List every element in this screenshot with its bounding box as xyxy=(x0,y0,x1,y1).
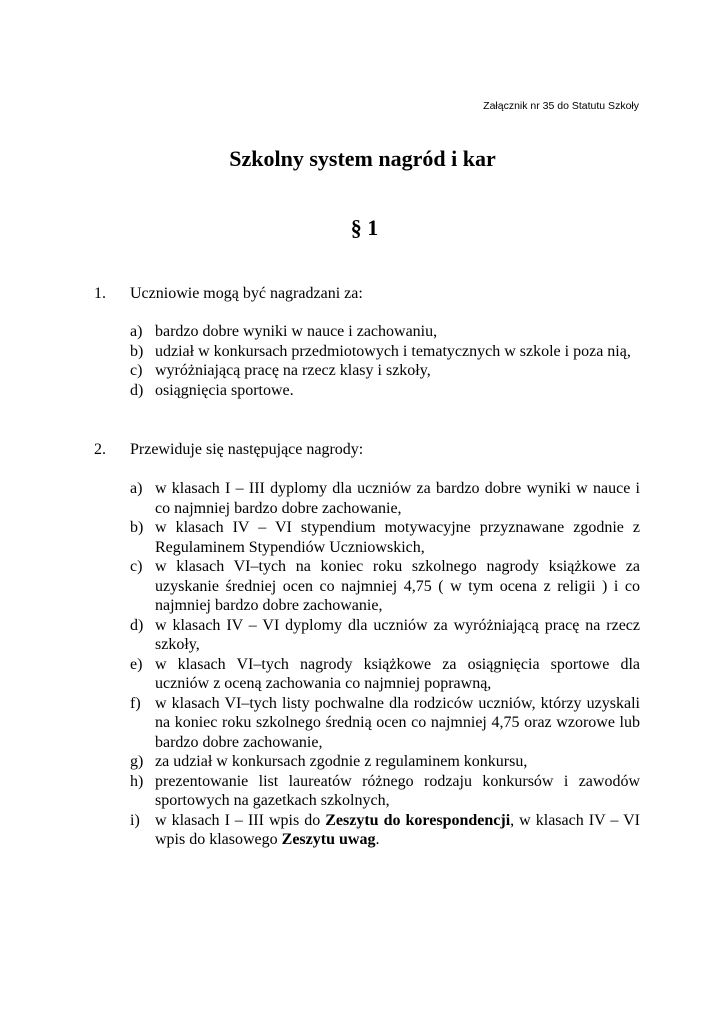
point-text: Uczniowie mogą być nagradzani za: xyxy=(130,285,363,302)
item-letter: a) xyxy=(130,323,143,340)
item-letter: a) xyxy=(130,480,143,497)
item-letter: f) xyxy=(130,694,141,712)
list-item xyxy=(130,655,640,694)
list-item xyxy=(130,518,640,557)
list-item xyxy=(130,772,640,811)
document-title: Szkolny system nagród i kar xyxy=(229,146,496,171)
item-text: w klasach VI–tych listy pochwalne dla rodziców uczniów, którzy uzyskali na koniec roku szkolnego średnią ocen co najmniej 4,75 oraz wzorowe lub bardzo dobre zachowanie, xyxy=(155,694,640,751)
section-heading: § 1 xyxy=(350,215,379,240)
point-number: 1. xyxy=(94,285,106,302)
item-text: udział w konkursach przedmiotowych i tematycznych w szkole i poza nią, xyxy=(155,342,631,360)
item-text: za udział w konkursach zgodnie z regulaminem konkursu, xyxy=(155,753,528,770)
rewards-reasons-list xyxy=(130,322,640,400)
item-letter: g) xyxy=(130,753,144,770)
list-item xyxy=(130,322,640,342)
item-text: w klasach VI–tych na koniec roku szkolnego nagrody książkowe za uzyskanie średniej ocen co najmniej 4,75 ( w tym ocena z religii ) i co najmniej bardzo dobre zachowanie, xyxy=(155,558,640,614)
item-letter: c) xyxy=(130,362,143,379)
item-text: osiągnięcia sportowe. xyxy=(155,381,294,399)
item-text: w klasach I – III dyplomy dla uczniów za bardzo dobre wyniki w nauce i co najmniej bardzo dobre zachowanie, xyxy=(155,480,640,517)
list-item xyxy=(130,361,640,381)
item-text-bold: Zeszytu do korespondencji xyxy=(325,811,511,829)
list-item xyxy=(130,557,640,616)
item-letter: h) xyxy=(130,772,144,790)
point-text: Przewiduje się następujące nagrody: xyxy=(130,441,364,458)
list-item xyxy=(130,694,640,753)
rewards-list xyxy=(130,479,640,850)
item-letter: e) xyxy=(130,655,143,673)
list-item xyxy=(130,479,640,518)
item-letter: b) xyxy=(130,519,144,536)
item-letter: d) xyxy=(130,616,144,634)
item-letter: d) xyxy=(130,381,144,399)
point-number: 2. xyxy=(94,441,106,458)
list-item xyxy=(130,811,640,850)
item-text: bardzo dobre wyniki w nauce i zachowaniu, xyxy=(155,323,438,340)
item-text: wyróżniającą pracę na rzecz klasy i szkoły, xyxy=(155,362,431,379)
item-text-part: . xyxy=(375,831,380,848)
item-letter: i) xyxy=(130,811,140,829)
list-item xyxy=(130,342,640,362)
list-item xyxy=(130,752,640,772)
item-text-bold: Zeszytu uwag xyxy=(281,831,376,848)
item-letter: c) xyxy=(130,558,143,575)
item-text: w klasach VI–tych nagrody książkowe za osiągnięcia sportowe dla uczniów z oceną zachowania co najmniej poprawną, xyxy=(155,655,640,692)
item-text: prezentowanie list laureatów różnego rodzaju konkursów i zawodów sportowych na gazetkach szkolnych, xyxy=(155,772,640,809)
item-text: w klasach IV – VI stypendium motywacyjne przyznawane zgodnie z Regulaminem Stypendiów Uczniowskich, xyxy=(155,519,640,556)
item-text-part: w klasach I – III wpis do xyxy=(155,811,326,829)
list-item xyxy=(130,616,640,655)
list-item xyxy=(130,381,640,401)
attachment-note: Załącznik nr 35 do Statutu Szkoły xyxy=(483,100,639,112)
item-text-part: , w klasach IV – VI wpis do klasowego xyxy=(155,811,640,848)
item-text: w klasach IV – VI dyplomy dla uczniów za wyróżniającą pracę na rzecz szkoły, xyxy=(155,616,640,653)
item-letter: b) xyxy=(130,342,144,360)
